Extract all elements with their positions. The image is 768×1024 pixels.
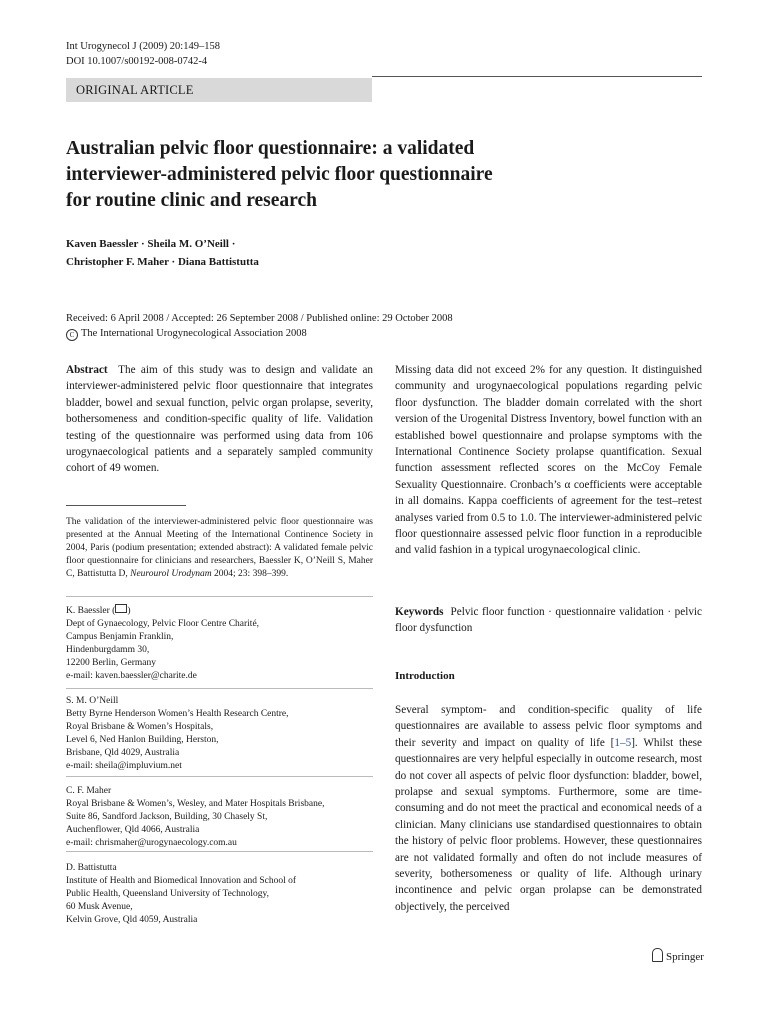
affiliation-oneill — [66, 695, 373, 773]
abstract-part-1 — [66, 362, 373, 477]
affiliation-line: Betty Byrne Henderson Women’s Health Research Centre, — [66, 709, 289, 719]
affiliation-line: Auchenflower, Qld 4066, Australia — [66, 825, 200, 835]
affiliation-line: 60 Musk Avenue, — [66, 902, 133, 912]
journal-header — [66, 39, 220, 69]
journal-citation: Int Urogynecol J (2009) 20:149–158 — [66, 41, 220, 52]
affiliation-line: Campus Benjamin Franklin, — [66, 632, 174, 642]
affiliation-email: e-mail: kaven.baessler@charite.de — [66, 671, 197, 681]
affiliation-battistutta — [66, 862, 373, 927]
affiliation-separator — [66, 776, 373, 777]
affiliation-baessler — [66, 604, 373, 683]
affiliations — [66, 604, 373, 939]
publisher-logo — [652, 948, 704, 963]
abstract-label: Abstract — [66, 364, 108, 376]
affiliation-name: K. Baessler ( — [66, 606, 116, 616]
affiliation-line: Level 6, Ned Hanlon Building, Herston, — [66, 735, 219, 745]
footnote-text-end: 2004; 23: 398–399. — [211, 569, 289, 579]
affiliation-line: 12200 Berlin, Germany — [66, 658, 156, 668]
doi: DOI 10.1007/s00192-008-0742-4 — [66, 56, 208, 67]
publisher-name: Springer — [666, 951, 704, 963]
keywords-label: Keywords — [395, 606, 444, 618]
keywords — [395, 604, 702, 637]
affiliation-line: Hindenburgdamm 30, — [66, 645, 150, 655]
title-line: interviewer-administered pelvic floor questionnaire — [66, 164, 493, 185]
affiliation-line: Institute of Health and Biomedical Innovation and School of — [66, 876, 297, 886]
affiliation-separator — [66, 688, 373, 689]
footnote-text: The validation of the interviewer-administered pelvic floor questionnaire was presented at the Annual Meeting of the International Continence Society in 2004, Paris (podium presentation; extended abstract): A validated female pelvic floor questionnaire for clinicians and researchers, Baessler K, O’Neill S, Maher C, Battistutta D, — [66, 517, 373, 579]
intro-text: Several symptom- and condition-specific quality of life questionnaires are available to assess pelvic floor symptoms and their severity and impact on quality of life [ — [395, 704, 702, 749]
springer-horse-icon — [652, 948, 663, 962]
affiliation-separator — [66, 851, 373, 852]
affiliation-line: Public Health, Queensland University of Technology, — [66, 889, 270, 899]
copyright-line — [66, 326, 453, 341]
author-line: Kaven Baessler · Sheila M. O’Neill · — [66, 238, 236, 250]
affiliation-maher — [66, 785, 373, 850]
publication-dates — [66, 311, 453, 341]
article-title — [66, 136, 626, 214]
affiliation-line: Suite 86, Sandford Jackson, Building, 30 Chasely St, — [66, 812, 268, 822]
affiliation-name: D. Battistutta — [66, 863, 117, 873]
abstract-text-2: Missing data did not exceed 2% for any question. It distinguished community and urogynaecological populations regarding pelvic floor dysfunction. The bladder domain correlated with the short version of the Urogenital Distress Inventory, bowel function with an established bowel questionnaire and prolapse symptoms with the International Continence Society prolapse quantification. Sexual function assessment reflected scores on the McCoy Female Sexuality Questionnaire. Cronbach’s α coefficients were acceptable in all domains. Kappa coefficients of agreement for the test–retest analyses varied from 0.5 to 1.0. The interviewer-administered pelvic floor questionnaire assessed pelvic floor function in a reproducible and valid fashion in a typical urogynaecological clinic. — [395, 364, 702, 557]
footnote-journal: Neurourol Urodynam — [130, 569, 212, 579]
footnote-rule — [66, 505, 186, 506]
header-rule — [372, 76, 702, 77]
affiliation-name: C. F. Maher — [66, 786, 112, 796]
affiliation-email: e-mail: sheila@impluvium.net — [66, 761, 182, 771]
title-line: Australian pelvic floor questionnaire: a validated — [66, 138, 475, 159]
footnote — [66, 516, 373, 581]
affiliation-email: e-mail: chrismaher@urogynaecology.com.au — [66, 838, 237, 848]
abstract-text-1: The aim of this study was to design and validate an interviewer-administered pelvic floor questionnaire that integrates bladder, bowel and sexual function, pelvic organ prolapse, severity, bothersomeness and condition-specific quality of life. Validation testing of the questionnaire was performed using data from 106 urogynaecological patients and a separately sampled community cohort of 49 women. — [66, 364, 373, 475]
keywords-text: Pelvic floor function · questionnaire validation · pelvic floor dysfunction — [395, 606, 703, 635]
abstract-part-2 — [395, 362, 702, 559]
introduction-body — [395, 702, 702, 915]
introduction-heading: Introduction — [395, 670, 455, 682]
received-dates: Received: 6 April 2008 / Accepted: 26 September 2008 / Published online: 29 October 2008 — [66, 313, 453, 324]
affiliation-name: S. M. O’Neill — [66, 696, 119, 706]
copyright-icon: C — [66, 329, 78, 341]
copyright-text: The International Urogynecological Association 2008 — [81, 328, 307, 339]
envelope-icon — [115, 604, 127, 613]
affiliation-rule — [66, 596, 373, 597]
article-type-banner: ORIGINAL ARTICLE — [66, 78, 372, 102]
affiliation-line: Royal Brisbane & Women’s Hospitals, — [66, 722, 214, 732]
affiliation-line: Kelvin Grove, Qld 4059, Australia — [66, 915, 198, 925]
affiliation-name-end: ) — [127, 606, 131, 616]
affiliation-line: Dept of Gynaecology, Pelvic Floor Centre Charité, — [66, 619, 260, 629]
affiliation-line: Royal Brisbane & Women’s, Wesley, and Mater Hospitals Brisbane, — [66, 799, 325, 809]
affiliation-line: Brisbane, Qld 4029, Australia — [66, 748, 180, 758]
author-list — [66, 235, 259, 271]
title-line: for routine clinic and research — [66, 190, 317, 211]
citation-link[interactable]: 1–5 — [614, 736, 632, 749]
author-line: Christopher F. Maher · Diana Battistutta — [66, 256, 259, 268]
intro-text-cont: ]. Whilst these questionnaires are very helpful especially in outcome research, most do not cover all aspects of pelvic floor dysfunction: bladder, bowel, prolapse and sexual symptoms. Furthermore, some are time-consuming and do not meet the practical and economical needs of a clinician. Many clinicians use standardised questionnaires to obtain the history of pelvic floor problems. However, these questionnaires are not validated formally and often do not include measures of severity, bothersomeness or quality of life. Although urinary incontinence and pelvic organ prolapse can be demonstrated objectively, the perceived — [395, 736, 702, 913]
